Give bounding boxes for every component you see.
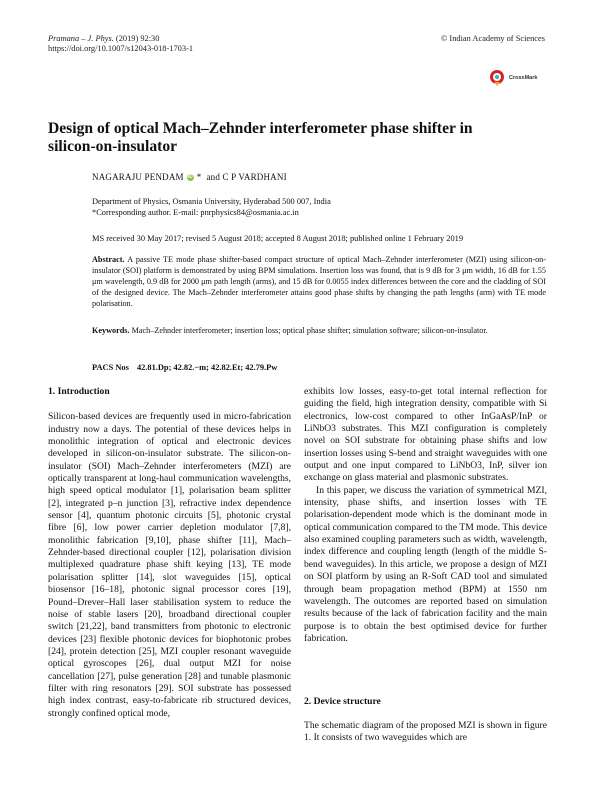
corresponding-marker: *	[196, 172, 202, 182]
pacs-codes: 42.81.Dp; 42.82.−m; 42.82.Et; 42.79.Pw	[136, 363, 278, 372]
affiliation	[92, 196, 331, 218]
keywords-label: Keywords.	[92, 326, 130, 335]
paper-title: Design of optical Mach–Zehnder interferometer phase shifter in silicon-on-insulator	[48, 120, 473, 155]
journal-name: Pramana – J. Phys.	[48, 34, 114, 43]
citation: (2019) 92:30	[115, 34, 160, 43]
author-rest: and C P VARDHANI	[206, 172, 287, 182]
manuscript-dates: MS received 30 May 2017; revised 5 August 2018; accepted 8 August 2018; published online 1 February 2019	[92, 234, 464, 243]
copyright: © Indian Academy of Sciences	[440, 34, 545, 43]
section-heading-introduction: 1. Introduction	[48, 386, 110, 397]
intro-paragraph-1-cont: exhibits low losses, easy-to-get total internal reflection for guiding the field, high integration density, compatible with Si electronics, low-cost compared to other InGaAsP/InP or LiNbO3 substrates. This MZI configuration is completely novel on SOI substrate for obtaining phase shifts and low insertion losses using S-bend and straight waveguides with one output and one input compared to LiNbO3, InP, silver ion exchange on glass material and plasmonic substrates.	[304, 386, 547, 484]
abstract	[92, 254, 546, 309]
section-heading-device-structure: 2. Device structure	[304, 696, 381, 707]
keywords	[92, 325, 546, 336]
doi-link[interactable]: https://doi.org/10.1007/s12043-018-1703-1	[48, 44, 194, 53]
pacs	[92, 363, 283, 372]
orcid-icon[interactable]: iD	[187, 174, 193, 180]
crossmark-badge[interactable]	[489, 67, 549, 89]
pacs-label: PACS Nos	[92, 363, 129, 372]
device-structure-paragraph: The schematic diagram of the proposed MZI is shown in figure 1. It consists of two waveguides which are	[304, 720, 547, 744]
left-column	[48, 386, 291, 720]
abstract-label: Abstract.	[92, 255, 125, 264]
crossmark-icon	[489, 69, 505, 87]
author-first: NAGARAJU PENDAM	[92, 172, 184, 182]
author-list	[92, 172, 287, 182]
abstract-text: A passive TE mode phase shifter-based compact structure of optical Mach–Zehnder interferometer (MZI) using silicon-on-insulator (SOI) platform is demonstrated by using BPM simulations. Insertion loss was found, that is 9 dB for 3 μm width, 16 dB for 1.55 μm wavelength, 0.9 dB for 2000 μm path length (arms), and 15 dB for 0.0055 index differences between the core and the cladding of SOI of the designed device. The Mach–Zehnder interferometer attains good phase shifts by changing the path lengths (arm) with TE mode polarisation.	[92, 255, 546, 308]
crossmark-label: CrossMark	[509, 75, 538, 81]
intro-paragraph-2: In this paper, we discuss the variation of symmetrical MZI, intensity, phase shifts, and insertion losses with TE polarisation-dependent mode which is the dominant mode in optical communication compared to the TM mode. This device also examined coupling parameters such as width, wavelength, index difference and coupling length (length of the middle S-bend waveguides). In this article, we propose a design of MZI on SOI platform by using an R-Soft CAD tool and simulated through beam propagation method (BPM) at 1550 nm wavelength. The outcomes are reported based on simulation results because of the lack of fabrication facility and the main purpose is to obtain the best optimised device for further fabrication.	[304, 484, 547, 644]
keywords-text: Mach–Zehnder interferometer; insertion loss; optical phase shifter; simulation software; silicon-on-insulator.	[131, 326, 488, 335]
right-column	[304, 386, 547, 645]
department: Department of Physics, Osmania University, Hyderabad 500 007, India	[92, 197, 331, 206]
intro-paragraph-1: Silicon-based devices are frequently used in micro-fabrication industry now a days. The potential of these devices helps in monolithic integration of optical and electronic devices developed in silicon-on-insulator substrate. The silicon-on-insulator (SOI) Mach–Zehnder interferometers (MZI) are optically transparent at long-haul communication wavelengths, high speed optical modulator [1], polarisation beam splitter [2], integrated p–n junction [3], refractive index dependence sensor [4], quantum photonic circuits [5], photonic crystal fibre [6], low power carrier depletion modulator [7,8], monolithic fabrication [9,10], phase shifter [11], Mach–Zehnder-based directional coupler [12], polarisation division multiplexed quadrature phase shift keying [13], TE mode polarisation splitter [14], slot waveguides [15], optical biosensor [16–18], photonic signal processor cores [19], Pound–Drever–Hall laser stabilisation system to reduce the noise of stable lasers [20], broadband directional coupler switch [21,22], band transmitters from photonic to electronic devices [23] flexible photonic devices for biophotonic probes [24], protein detection [25], MZI coupler resonant waveguide optical gyroscopes [26], dual output MZI for noise cancellation [27], pulse generation [28] and tunable plasmonic filter with ring resonators [29]. SOI substrate has possessed high index contrast, easy-to-fabricate rib structured devices, strongly confined optical mode,	[48, 411, 291, 719]
journal-header	[48, 34, 193, 54]
corresponding-email: *Corresponding author. E-mail: pnrphysics84@osmania.ac.in	[92, 208, 299, 217]
